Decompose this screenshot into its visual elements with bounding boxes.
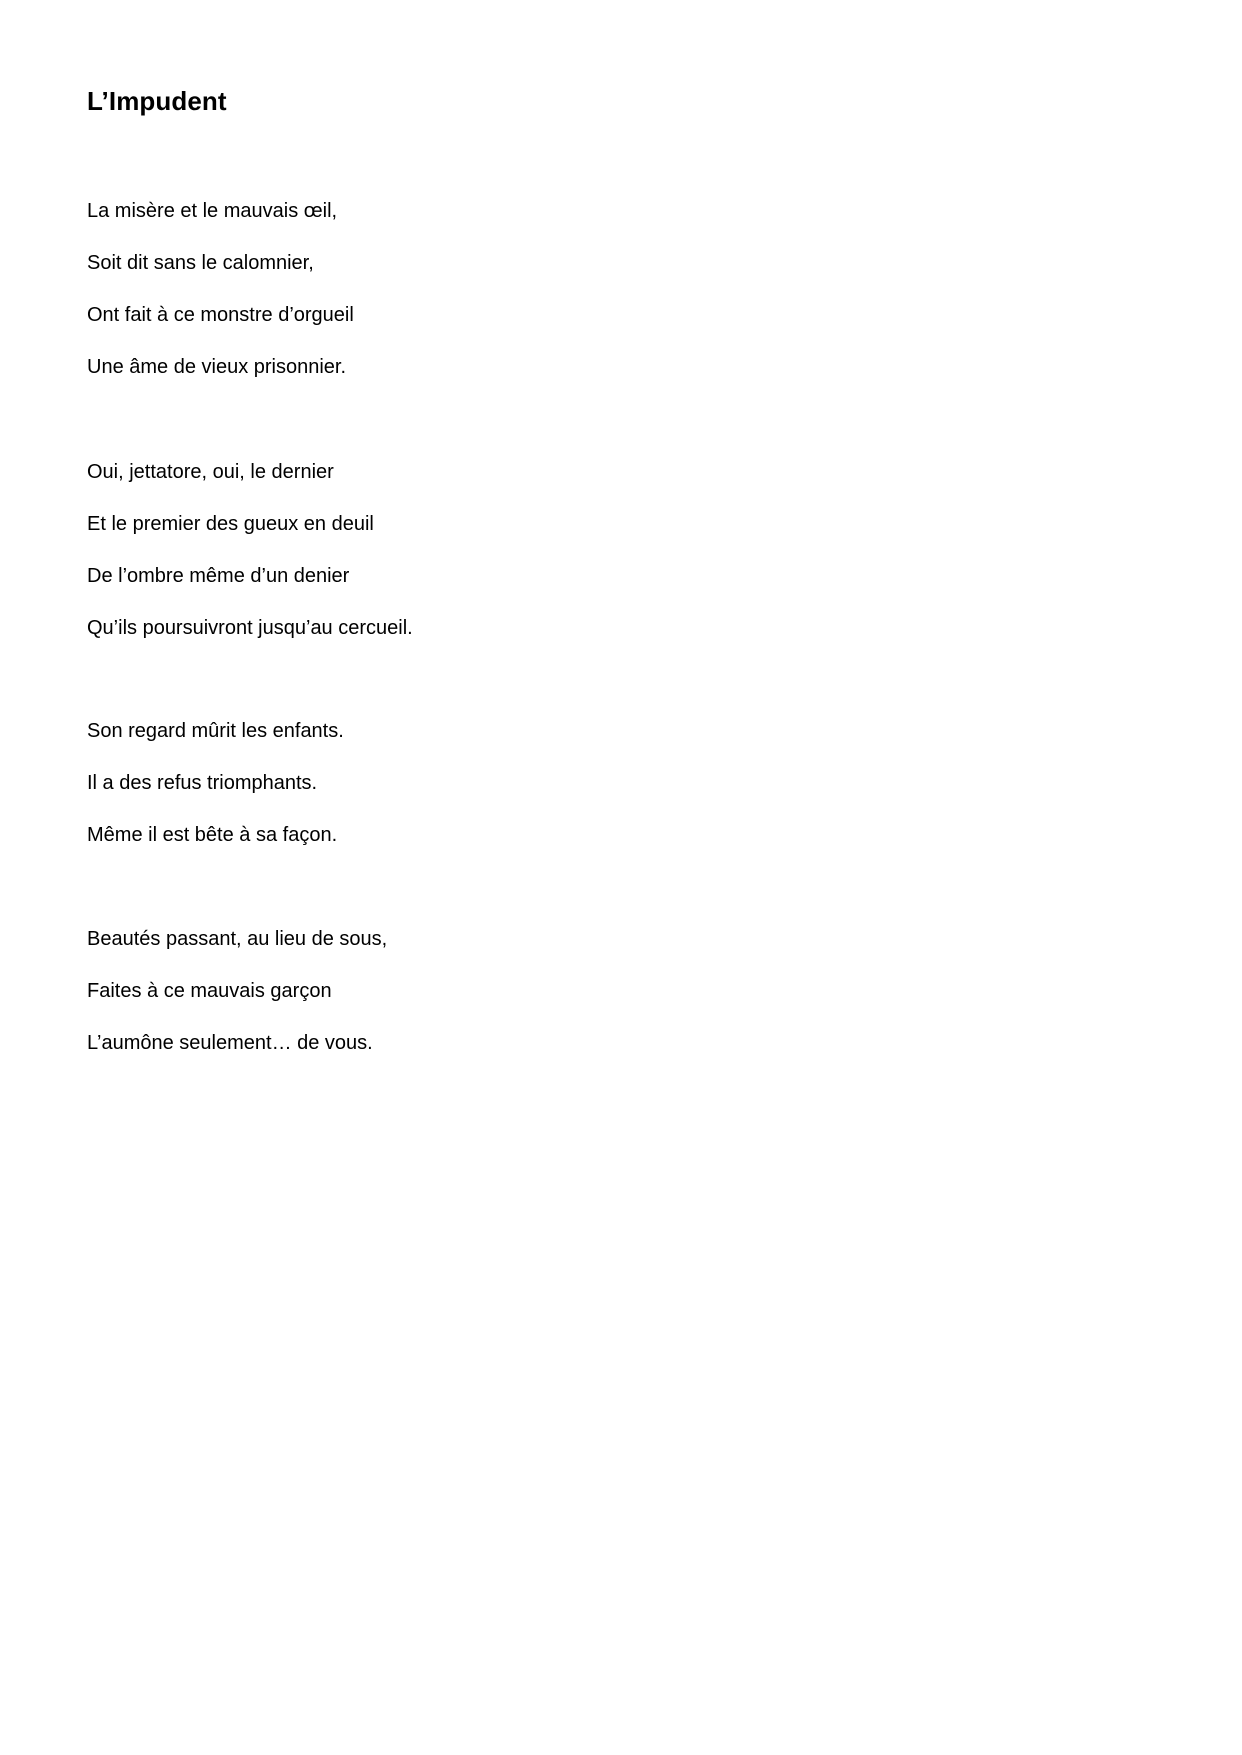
stanza-4 [87, 913, 387, 1069]
verse-line: Oui, jettatore, oui, le dernier [87, 461, 334, 483]
verse-line: Soit dit sans le calomnier, [87, 252, 314, 274]
verse-line: Beautés passant, au lieu de sous, [87, 928, 388, 950]
verse-line: Qu’ils poursuivront jusqu’au cercueil. [87, 617, 413, 639]
verse-line: Faites à ce mauvais garçon [87, 980, 332, 1002]
verse-line: Son regard mûrit les enfants. [87, 720, 344, 742]
verse-line: Et le premier des gueux en deuil [87, 513, 374, 535]
verse-line: Une âme de vieux prisonnier. [87, 356, 347, 378]
stanza-2 [87, 446, 413, 654]
stanza-1 [87, 185, 354, 393]
verse-line: Même il est bête à sa façon. [87, 824, 338, 846]
verse-line: Ont fait à ce monstre d’orgueil [87, 304, 354, 326]
stanza-3 [87, 705, 344, 861]
poem-title: L’Impudent [87, 86, 227, 116]
verse-line: De l’ombre même d’un denier [87, 565, 350, 587]
verse-line: Il a des refus triomphants. [87, 772, 318, 794]
verse-line: L’aumône seulement… de vous. [87, 1032, 373, 1054]
verse-line: La misère et le mauvais œil, [87, 200, 338, 222]
